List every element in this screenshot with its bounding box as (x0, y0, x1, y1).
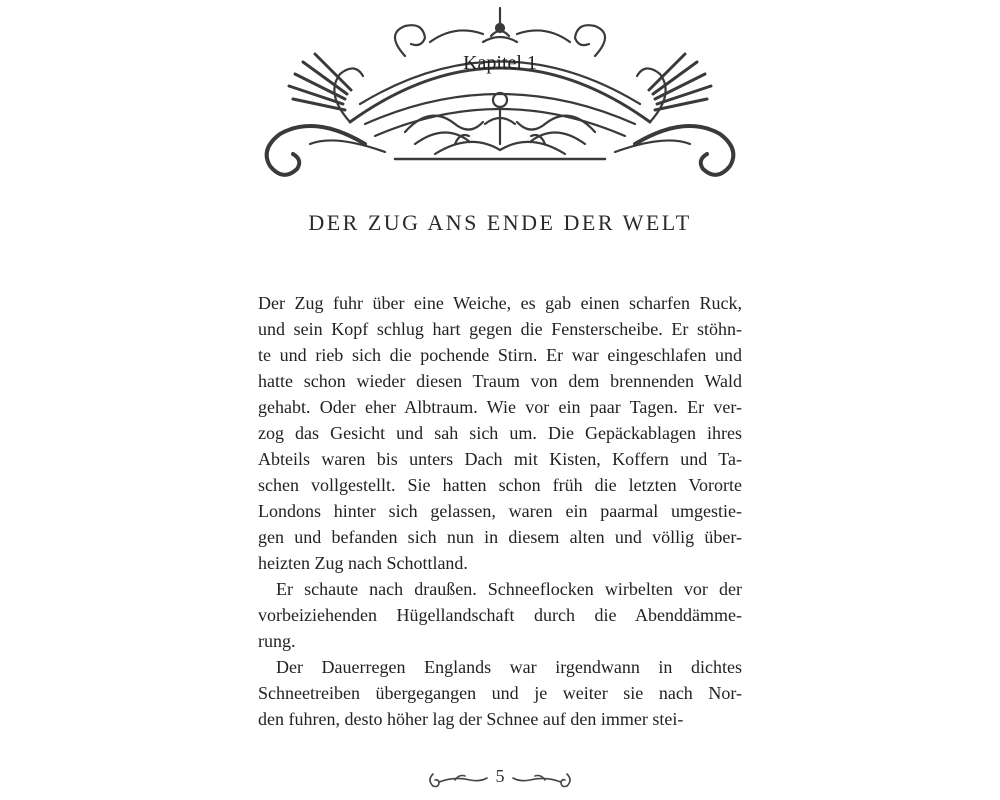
text-line: Londons hinter sich gelassen, waren ein paarmal umgestie- (258, 501, 742, 521)
text-line: und sein Kopf schlug hart gegen die Fensterscheibe. Er stöhn- (258, 319, 742, 339)
text-line: den fuhren, desto höher lag der Schnee auf den immer stei- (258, 709, 684, 729)
text-line: zog das Gesicht und sah sich um. Die Gepäckablagen ihres (258, 423, 742, 443)
page-number: 5 (495, 766, 505, 786)
text-line: Der Zug fuhr über eine Weiche, es gab einen scharfen Ruck, (258, 293, 742, 313)
text-line: vorbeiziehenden Hügellandschaft durch die Abenddämme- (258, 605, 742, 625)
chapter-title: DER ZUG ANS ENDE DER WELT (308, 210, 692, 235)
page-footer (0, 764, 1000, 794)
text-line: te und rieb sich die pochende Stirn. Er war eingeschlafen und (258, 345, 742, 365)
text-line: Er schaute nach draußen. Schneeflocken wirbelten vor der (276, 579, 742, 599)
text-line: gen und befanden sich nun in diesem alten und völlig über- (258, 527, 742, 547)
paragraph (258, 576, 742, 654)
chapter-ornament-frame (255, 4, 745, 186)
chapter-body-text (258, 290, 742, 732)
text-line: gehabt. Oder eher Albtraum. Wie vor ein paar Tagen. Er ver- (258, 397, 742, 417)
chapter-label: Kapitel 1 (463, 52, 537, 74)
text-line: hatte schon wieder diesen Traum von dem brennenden Wald (258, 371, 742, 391)
text-line: rung. (258, 631, 296, 651)
text-line: Schneetreiben übergegangen und je weiter sie nach Nor- (258, 683, 742, 703)
right-flourish-icon (505, 770, 575, 790)
text-line: schen vollgestellt. Sie hatten schon früh die letzten Vororte (258, 475, 742, 495)
paragraph (258, 290, 742, 576)
paragraph (258, 654, 742, 732)
text-line: Der Dauerregen Englands war irgendwann in dichtes (276, 657, 742, 677)
text-line: Abteils waren bis unters Dach mit Kisten, Koffern und Ta- (258, 449, 742, 469)
text-line: heizten Zug nach Schottland. (258, 553, 468, 573)
